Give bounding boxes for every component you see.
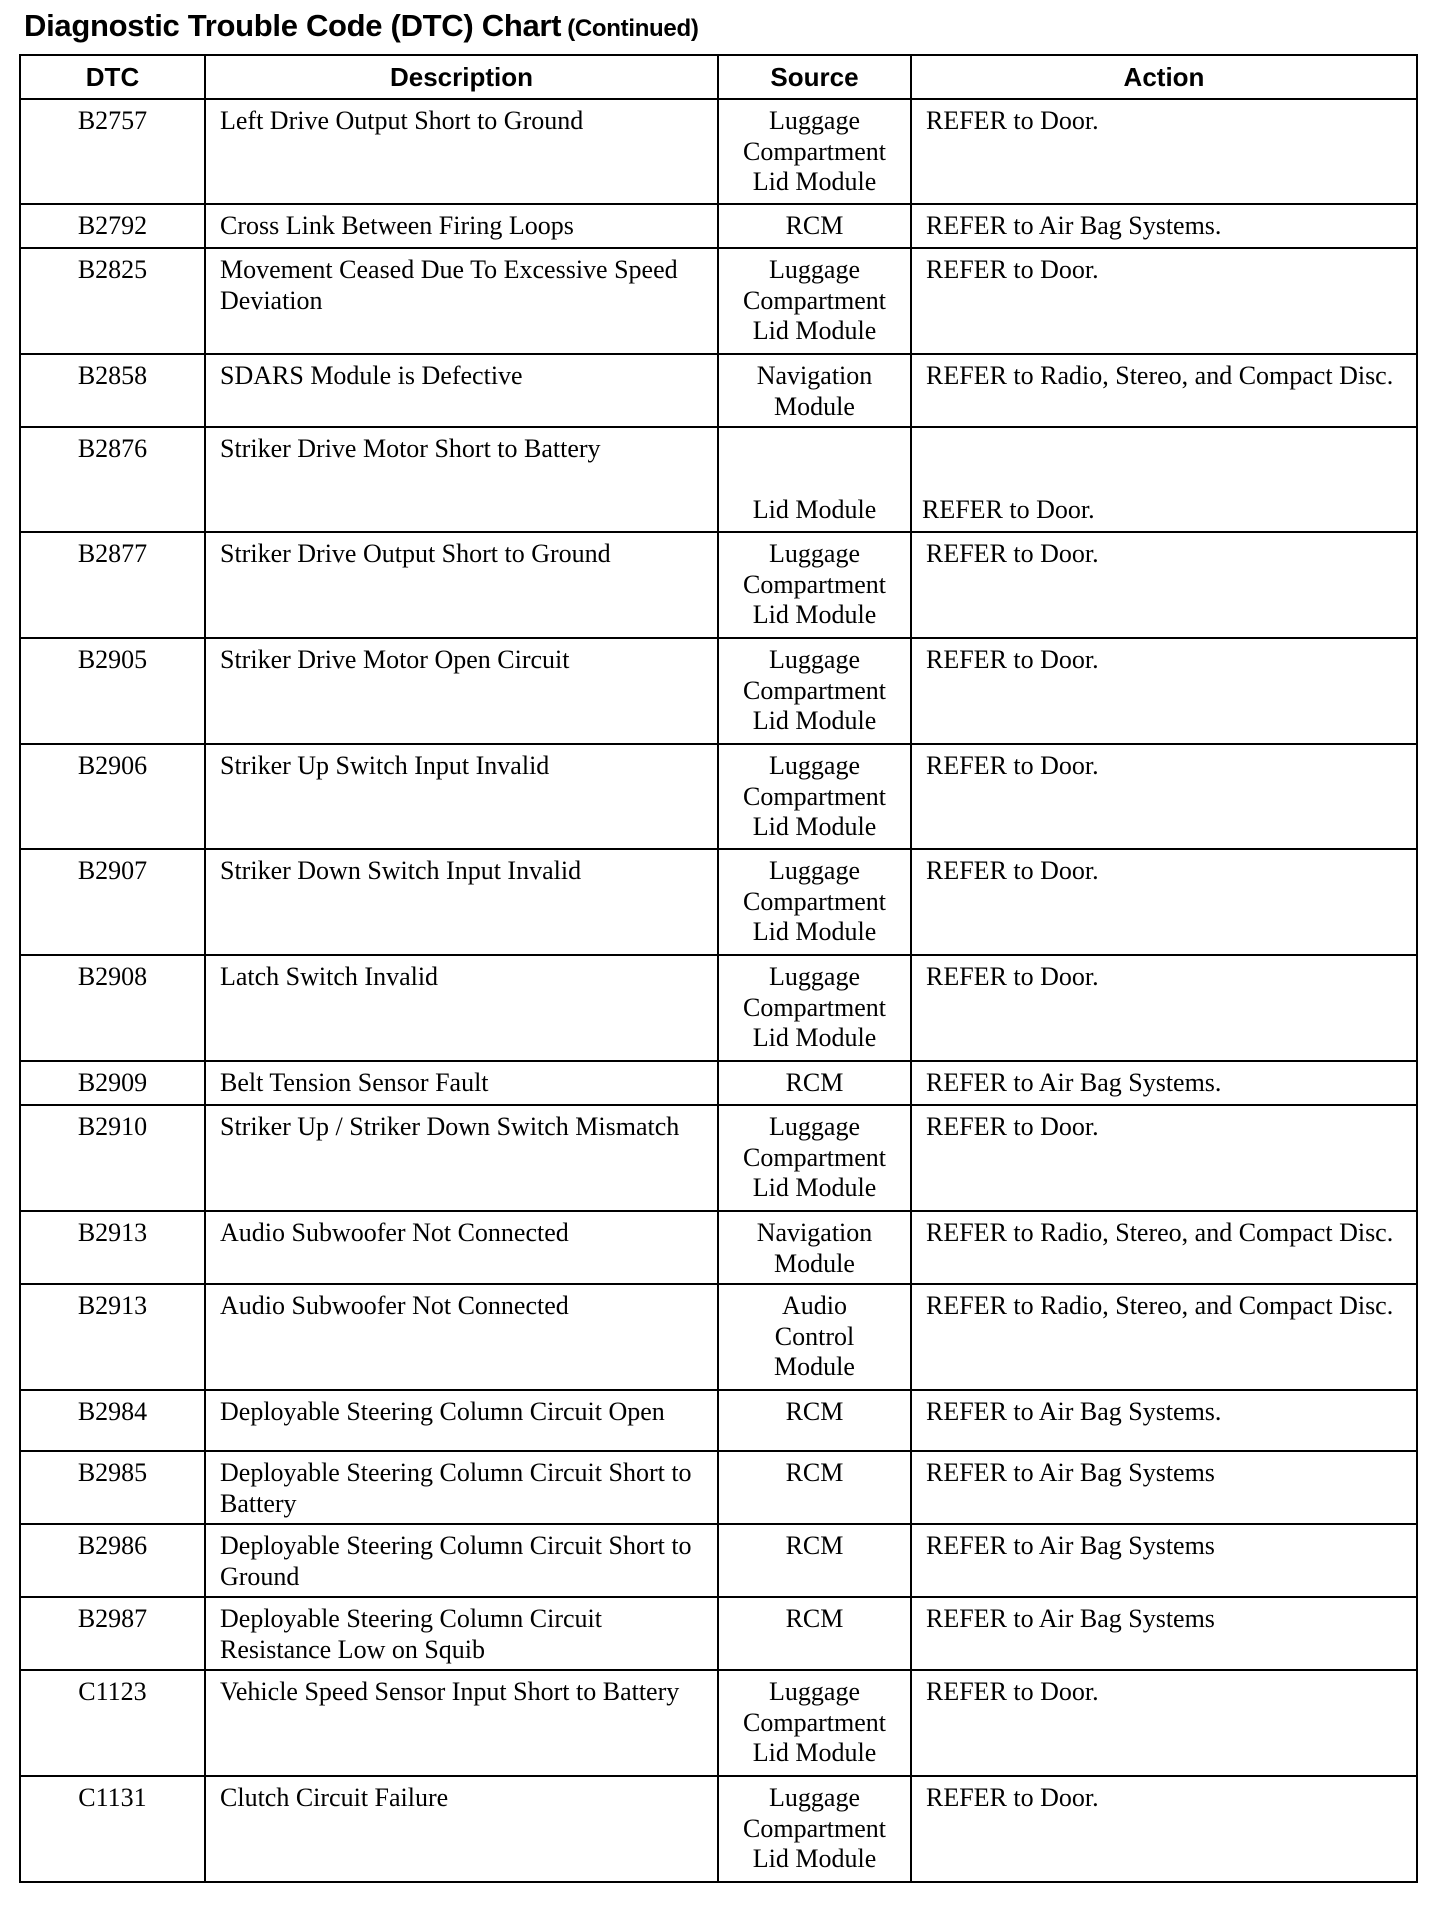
cell-action [911,1284,1417,1390]
page-title [24,6,699,49]
table-header-row [20,55,1417,99]
cell-action [911,354,1417,427]
cell-dtc-code: B2909 [20,1061,205,1105]
cell-dtc-code: C1131 [20,1776,205,1882]
source-line: RCM [785,1604,844,1633]
cell-dtc-code: B2987 [20,1597,205,1670]
cell-description: Striker Up Switch Input Invalid [205,744,718,849]
cell-source [718,354,911,427]
source-line: Luggage [769,1112,860,1141]
column-header-dtc: DTC [20,55,205,99]
source-line: RCM [785,211,844,240]
action-text: REFER to Door. [922,495,1095,524]
table-row [20,1105,1417,1211]
source-line: RCM [785,1397,844,1426]
source-line: Module [774,391,855,421]
cell-dtc-code: B2913 [20,1284,205,1390]
source-line: RCM [785,1458,844,1487]
table-row [20,1451,1417,1524]
cell-action [911,1061,1417,1105]
cell-dtc-code: B2757 [20,99,205,204]
source-line: Compartment [743,1813,886,1843]
cell-source [718,248,911,354]
title-continued: (Continued) [567,15,699,42]
cell-action [911,1451,1417,1524]
action-text: REFER to Door. [926,255,1099,284]
table-row [20,1524,1417,1597]
source-line: Lid Module [752,706,877,735]
cell-source [718,1670,911,1776]
source-line: Navigation [756,361,873,390]
source-line: Compartment [743,1142,886,1172]
cell-action [911,1776,1417,1882]
action-text: REFER to Door. [926,856,1099,885]
table-row [20,1284,1417,1390]
cell-source [718,99,911,204]
source-line: Compartment [743,1707,886,1737]
source-line: Luggage [769,539,860,568]
action-text: REFER to Door. [926,539,1099,568]
action-text: REFER to Door. [926,106,1099,135]
cell-action [911,99,1417,204]
cell-dtc-code: B2905 [20,638,205,744]
cell-description: Belt Tension Sensor Fault [205,1061,718,1105]
cell-source [718,1211,911,1284]
cell-source [718,1597,911,1670]
action-text: REFER to Radio, Stereo, and Compact Disc. [926,1218,1394,1247]
action-text: REFER to Door. [926,1783,1099,1812]
cell-action [911,955,1417,1061]
cell-description: Deployable Steering Column Circuit Short to Battery [205,1451,718,1524]
table-row [20,1211,1417,1284]
table-row [20,204,1417,248]
cell-source [718,532,911,638]
source-line: Luggage [769,856,860,885]
source-line: Compartment [743,886,886,916]
cell-description: Striker Drive Motor Open Circuit [205,638,718,744]
cell-description: Deployable Steering Column Circuit Resistance Low on Squib [205,1597,718,1670]
cell-dtc-code: B2986 [20,1524,205,1597]
cell-description: Latch Switch Invalid [205,955,718,1061]
cell-description: Audio Subwoofer Not Connected [205,1284,718,1390]
column-header-action: Action [911,55,1417,99]
cell-source [718,1524,911,1597]
source-line: Compartment [743,285,886,315]
table-row [20,955,1417,1061]
cell-description: Deployable Steering Column Circuit Open [205,1390,718,1451]
column-header-source: Source [718,55,911,99]
source-line: Luggage [769,1677,860,1706]
table-row [20,1776,1417,1882]
cell-dtc-code: B2985 [20,1451,205,1524]
source-line: Compartment [743,136,886,166]
cell-action [911,1390,1417,1451]
table-row [20,1597,1417,1670]
source-line: Navigation [756,1218,873,1247]
source-line: Lid Module [752,917,877,946]
action-text: REFER to Air Bag Systems. [926,1068,1222,1097]
cell-source [718,1776,911,1882]
cell-description: Left Drive Output Short to Ground [205,99,718,204]
table-row [20,1390,1417,1451]
source-line: Lid Module [752,1844,877,1873]
cell-description: SDARS Module is Defective [205,354,718,427]
source-line: Lid Module [752,600,877,629]
source-line: Module [774,1352,855,1381]
cell-action [911,1597,1417,1670]
column-header-description: Description [205,55,718,99]
cell-source [718,1105,911,1211]
source-line: RCM [785,1068,844,1097]
title-text: Diagnostic Trouble Code (DTC) Chart [24,8,562,43]
cell-description: Movement Ceased Due To Excessive Speed Deviation [205,248,718,354]
source-line: Luggage [769,645,860,674]
cell-action [911,532,1417,638]
cell-source [718,1284,911,1390]
cell-source [718,638,911,744]
source-line [733,434,896,465]
action-text: REFER to Door. [926,751,1099,780]
source-line: Luggage [769,106,860,135]
cell-description: Striker Down Switch Input Invalid [205,849,718,955]
source-line: Audio [782,1291,847,1320]
cell-source [718,1061,911,1105]
cell-action [911,849,1417,955]
source-line: Lid Module [752,1738,877,1767]
cell-source [718,955,911,1061]
source-line: Compartment [743,992,886,1022]
cell-dtc-code: B2906 [20,744,205,849]
cell-description: Clutch Circuit Failure [205,1776,718,1882]
cell-description: Cross Link Between Firing Loops [205,204,718,248]
action-text: REFER to Door. [926,1677,1099,1706]
cell-action [911,427,1417,532]
action-text: REFER to Air Bag Systems [926,1458,1215,1487]
cell-source [718,744,911,849]
action-text: REFER to Radio, Stereo, and Compact Disc. [926,1291,1394,1320]
cell-action [911,1105,1417,1211]
cell-dtc-code: B2907 [20,849,205,955]
cell-description: Deployable Steering Column Circuit Short to Ground [205,1524,718,1597]
table-row [20,638,1417,744]
action-text: REFER to Air Bag Systems [926,1531,1215,1560]
table-row [20,849,1417,955]
source-line: Compartment [743,569,886,599]
cell-description: Striker Drive Output Short to Ground [205,532,718,638]
table-row [20,1670,1417,1776]
action-text: REFER to Air Bag Systems. [926,211,1222,240]
source-line: Module [774,1248,855,1278]
cell-action [911,1670,1417,1776]
table-row [20,248,1417,354]
cell-dtc-code: B2984 [20,1390,205,1451]
source-line [733,465,896,496]
table-row [20,744,1417,849]
source-line: Luggage [769,1783,860,1812]
cell-dtc-code: B2876 [20,427,205,532]
cell-description: Striker Up / Striker Down Switch Mismatch [205,1105,718,1211]
source-line: Lid Module [752,812,877,841]
cell-action [911,248,1417,354]
cell-description: Vehicle Speed Sensor Input Short to Battery [205,1670,718,1776]
action-text: REFER to Air Bag Systems. [926,1397,1222,1426]
source-line: Lid Module [752,167,877,196]
cell-dtc-code: B2792 [20,204,205,248]
cell-description: Audio Subwoofer Not Connected [205,1211,718,1284]
cell-dtc-code: B2913 [20,1211,205,1284]
table-body [20,99,1417,1882]
source-line: RCM [785,1531,844,1560]
source-line: Luggage [769,962,860,991]
table-row [20,99,1417,204]
table-row [20,532,1417,638]
source-line: Lid Module [752,1023,877,1052]
cell-dtc-code: B2910 [20,1105,205,1211]
source-line: Lid Module [752,316,877,345]
cell-source [718,1451,911,1524]
action-text: REFER to Door. [926,645,1099,674]
cell-dtc-code: B2858 [20,354,205,427]
cell-description: Striker Drive Motor Short to Battery [205,427,718,532]
action-text: REFER to Air Bag Systems [926,1604,1215,1633]
cell-source [718,1390,911,1451]
action-text: REFER to Radio, Stereo, and Compact Disc. [926,361,1394,390]
table-row [20,427,1417,532]
source-line: Luggage [769,255,860,284]
source-line: Compartment [743,675,886,705]
action-text: REFER to Door. [926,1112,1099,1141]
cell-dtc-code: C1123 [20,1670,205,1776]
cell-action [911,744,1417,849]
source-line: Lid Module [752,1173,877,1202]
dtc-table [19,54,1418,1883]
cell-action [911,1211,1417,1284]
table-row [20,1061,1417,1105]
source-line: Compartment [743,781,886,811]
cell-dtc-code: B2908 [20,955,205,1061]
cell-action [911,204,1417,248]
source-line: Luggage [769,751,860,780]
cell-action [911,638,1417,744]
cell-dtc-code: B2825 [20,248,205,354]
cell-action [911,1524,1417,1597]
cell-source [718,204,911,248]
cell-dtc-code: B2877 [20,532,205,638]
action-text: REFER to Door. [926,962,1099,991]
source-line: Control [774,1321,855,1351]
cell-source [718,427,911,532]
cell-source [718,849,911,955]
table-row [20,354,1417,427]
source-line: Lid Module [752,495,877,524]
